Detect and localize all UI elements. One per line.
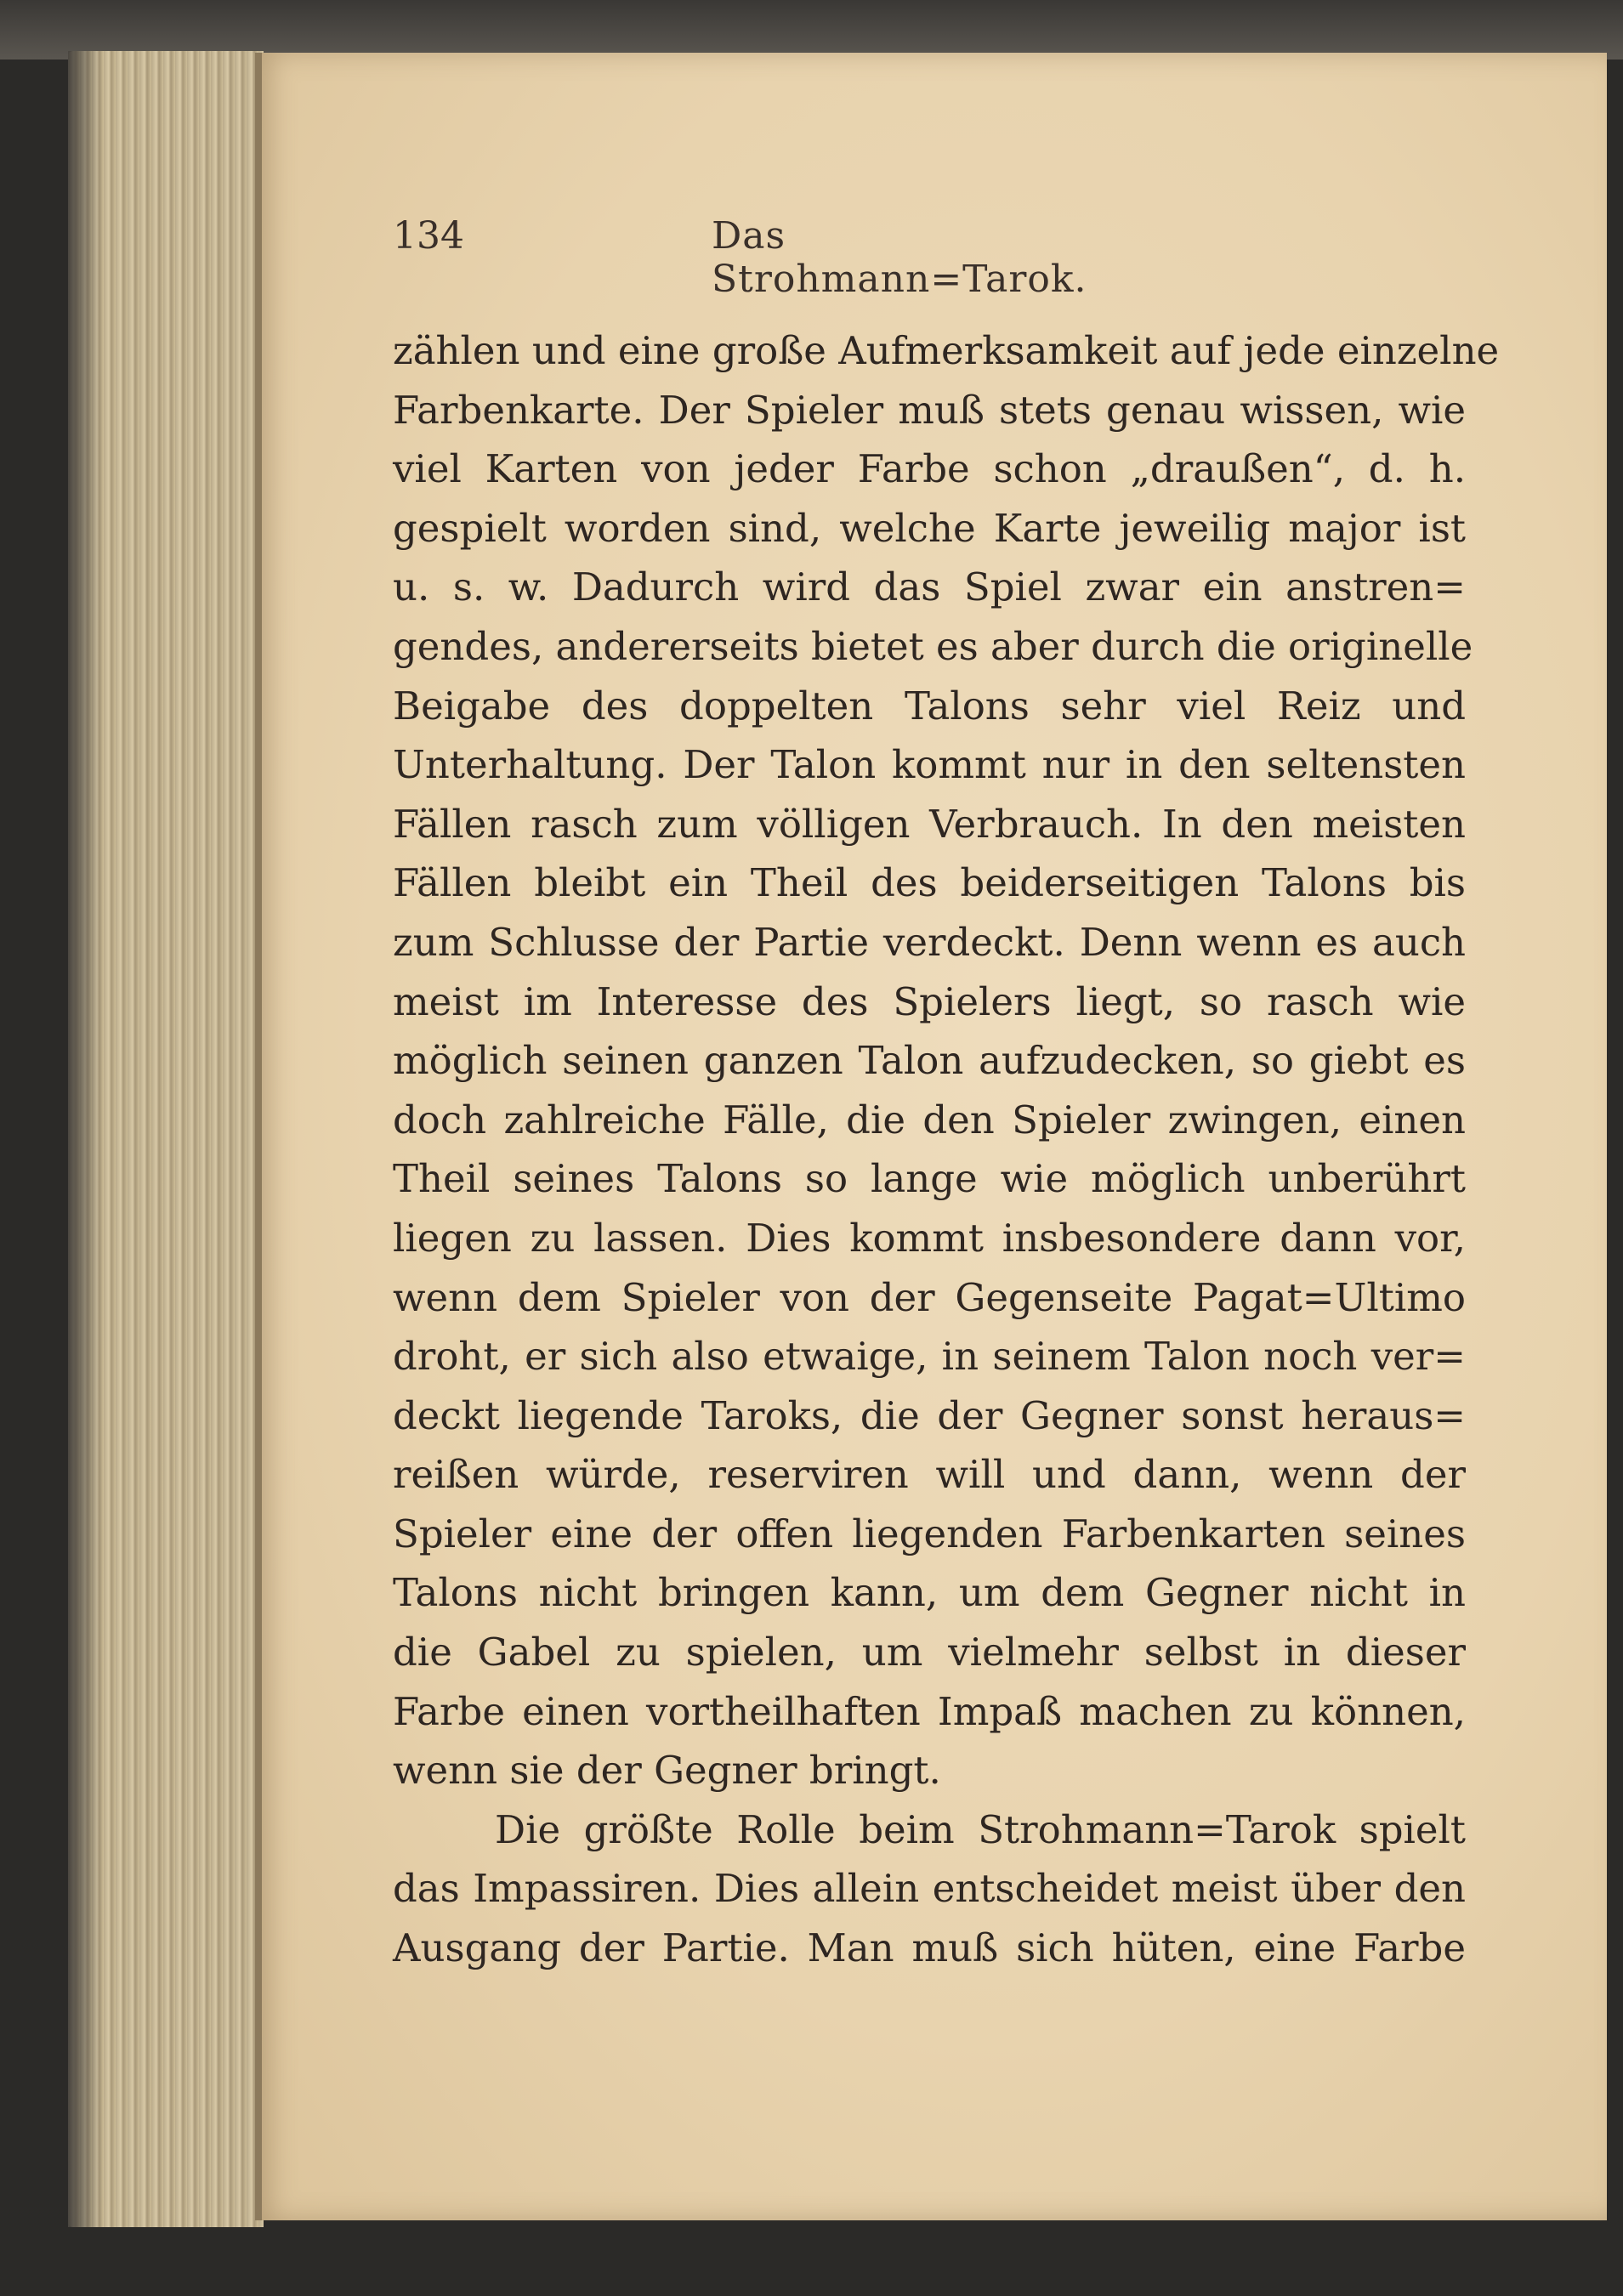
body-text xyxy=(393,321,1500,1978)
text-line: droht, er sich also etwaige, in seinem Talon noch ver= xyxy=(393,1334,1466,1380)
text-line: Farbenkarte. Der Spieler muß stets genau wissen, wie xyxy=(393,387,1466,433)
paragraph-start-line: Die größte Rolle beim Strohmann=Tarok spielt xyxy=(495,1806,1466,1852)
text-line: Spieler eine der offen liegenden Farbenkarten seines xyxy=(393,1511,1466,1556)
text-line: zählen und eine große Aufmerksamkeit auf jede einzelne xyxy=(393,328,1500,373)
text-line: reißen würde, reserviren will und dann, wenn der xyxy=(393,1452,1466,1498)
running-title: Das Strohmann=Tarok. xyxy=(712,214,1087,301)
text-line: wenn dem Spieler von der Gegenseite Pagat=Ultimo xyxy=(393,1274,1466,1320)
text-line: doch zahlreiche Fälle, die den Spieler zwingen, einen xyxy=(393,1097,1466,1142)
text-line: Fällen rasch zum völligen Verbrauch. In den meisten xyxy=(393,801,1466,847)
page-gutter xyxy=(255,53,262,2220)
text-line: Beigabe des doppelten Talons sehr viel Reiz und xyxy=(393,683,1466,728)
binding-shadow xyxy=(68,51,102,2227)
text-line: gendes, andererseits bietet es aber durch die originelle xyxy=(393,623,1473,669)
text-line: Unterhaltung. Der Talon kommt nur in den seltensten xyxy=(393,742,1466,788)
text-line: zum Schlusse der Partie verdeckt. Denn wenn es auch xyxy=(393,919,1466,965)
text-line: Talons nicht bringen kann, um dem Gegner nicht in xyxy=(393,1570,1466,1616)
text-line: Theil seines Talons so lange wie möglich unberührt xyxy=(393,1156,1466,1202)
text-line: Farbe einen vortheilhaften Impaß machen zu können, xyxy=(393,1688,1466,1734)
text-line: gespielt worden sind, welche Karte jeweilig major ist xyxy=(393,505,1466,551)
text-line: möglich seinen ganzen Talon aufzudecken, so giebt es xyxy=(393,1038,1466,1084)
text-line: liegen zu lassen. Dies kommt insbesondere dann vor, xyxy=(393,1215,1466,1261)
text-line: u. s. w. Dadurch wird das Spiel zwar ein anstren= xyxy=(393,564,1466,610)
text-line: das Impassiren. Dies allein entscheidet meist über den xyxy=(393,1866,1466,1912)
text-line: viel Karten von jeder Farbe schon „draußen“, d. h. xyxy=(393,446,1466,492)
text-line: Fällen bleibt ein Theil des beiderseitigen Talons bis xyxy=(393,860,1466,906)
text-line: meist im Interesse des Spielers liegt, so rasch wie xyxy=(393,978,1466,1024)
paragraph-end-line: wenn sie der Gegner bringt. xyxy=(393,1748,941,1794)
text-line: deckt liegende Taroks, die der Gegner sonst heraus= xyxy=(393,1392,1466,1438)
text-line: die Gabel zu spielen, um vielmehr selbst in dieser xyxy=(393,1630,1466,1675)
page-number: 134 xyxy=(393,214,464,258)
text-line: Ausgang der Partie. Man muß sich hüten, eine Farbe xyxy=(393,1925,1466,1971)
